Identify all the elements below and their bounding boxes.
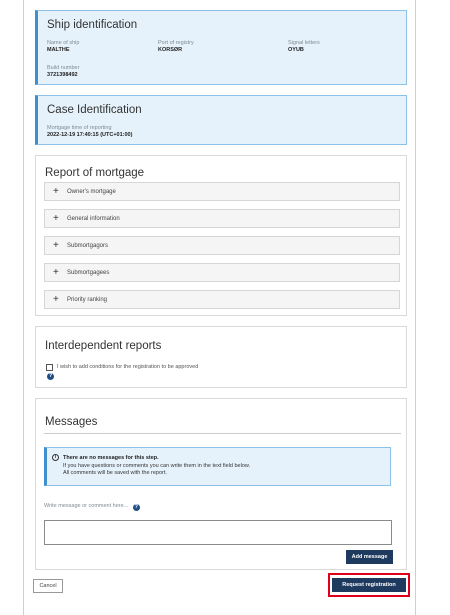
add-message-button[interactable]: Add message <box>346 550 393 564</box>
case-identification-title: Case Identification <box>47 104 142 116</box>
report-of-mortgage-panel <box>35 155 407 316</box>
build-number-label: Build number <box>47 65 80 71</box>
messages-divider <box>44 433 401 434</box>
plus-icon: + <box>53 267 59 278</box>
request-registration-button[interactable]: Request registration <box>332 578 406 592</box>
accordion-owners-mortgage[interactable] <box>44 182 400 201</box>
ship-name-label: Name of ship <box>47 40 80 46</box>
ship-name-value: MALTHE <box>47 47 70 53</box>
plus-icon: + <box>53 186 59 197</box>
accordion-label: General information <box>67 215 120 222</box>
page-container <box>23 0 416 615</box>
accordion-label: Submortgagors <box>67 242 109 249</box>
info-line-1: If you have questions or comments you can write them in the text field below. <box>63 463 251 469</box>
interdependent-reports-panel <box>35 326 407 388</box>
plus-icon: + <box>53 294 59 305</box>
ship-identification-title: Ship identification <box>47 19 138 31</box>
plus-icon: + <box>53 240 59 251</box>
message-textarea[interactable] <box>44 520 392 545</box>
accordion-submortgagees[interactable] <box>44 263 400 282</box>
info-line-2: All comments will be saved with the report. <box>63 470 167 476</box>
ship-identification-panel <box>35 10 407 85</box>
signal-letters-value: OYUB <box>288 47 304 53</box>
cancel-button[interactable]: Cancel <box>33 579 63 593</box>
message-field-label <box>44 503 137 510</box>
mortgage-time-label: Mortgage time of reporting <box>47 125 112 131</box>
port-of-registry-value: KORSØR <box>158 47 183 53</box>
info-title: There are no messages for this step. <box>63 455 159 461</box>
message-field-label-text: Write message or comment here... <box>44 503 129 509</box>
accordion-label: Owner's mortgage <box>67 188 116 195</box>
conditions-checkbox-label: I wish to add conditions for the registration to be approved <box>57 364 199 370</box>
build-number-value: 3721398492 <box>47 72 78 78</box>
case-identification-panel <box>35 95 407 145</box>
no-messages-info-box <box>44 447 391 486</box>
accordion-label: Priority ranking <box>67 296 108 303</box>
plus-icon: + <box>53 213 59 224</box>
info-icon: i <box>52 454 59 461</box>
mortgage-time-value: 2022-12-19 17:40:15 (UTC+01:00) <box>47 132 133 138</box>
accordion-general-information[interactable] <box>44 209 400 228</box>
help-icon[interactable]: ? <box>48 373 53 379</box>
help-icon[interactable]: ? <box>134 504 138 510</box>
port-of-registry-label: Port of registry <box>158 40 194 46</box>
accordion-priority-ranking[interactable] <box>44 290 400 309</box>
messages-panel <box>35 398 407 570</box>
interdependent-reports-title: Interdependent reports <box>45 340 162 352</box>
accordion-label: Submortgagees <box>67 269 110 276</box>
messages-title: Messages <box>45 416 98 428</box>
report-of-mortgage-title: Report of mortgage <box>45 167 145 179</box>
conditions-checkbox[interactable] <box>46 364 53 371</box>
accordion-submortgagors[interactable] <box>44 236 400 255</box>
signal-letters-label: Signal letters <box>288 40 320 46</box>
